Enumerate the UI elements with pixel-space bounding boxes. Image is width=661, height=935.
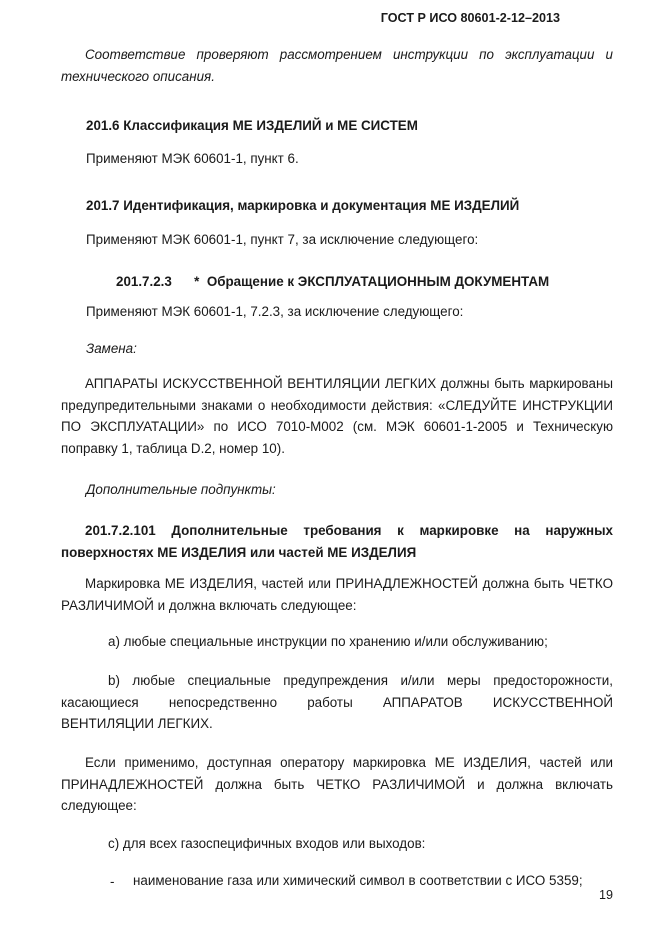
paragraph-line: Если применимо, доступная оператору маркировка МЕ ИЗДЕЛИЯ, частей или (85, 755, 613, 770)
paragraph-operator-marking (61, 752, 613, 817)
paragraph-ventilator-marking (61, 373, 613, 459)
paragraph-line: следующее: (61, 798, 137, 813)
dash-bullet: - (110, 874, 115, 889)
paragraph-line: ПРИНАДЛЕЖНОСТЕЙ должна быть ЧЕТКО РАЗЛИЧИМОЙ и должна включать (61, 776, 613, 792)
paragraph-line: ПО ЭКСПЛУАТАЦИИ» по ИСО 7010-М002 (см. МЭК 60601-1-2005 и Техническую (61, 419, 613, 434)
dash-item-text: наименование газа или химический символ в соответствии с ИСО 5359; (133, 873, 583, 888)
section-heading-201-7-2-3: 201.7.2.3 * Обращение к ЭКСПЛУАТАЦИОННЫМ ДОКУМЕНТАМ (116, 274, 550, 289)
section-heading-201-7: 201.7 Идентификация, маркировка и документация МЕ ИЗДЕЛИЙ (86, 198, 520, 213)
page-number: 19 (598, 888, 613, 902)
paragraph-marking-requirements (61, 573, 613, 616)
section-heading-201-7-2-101 (61, 520, 613, 563)
paragraph-replacement-label: Замена: (86, 341, 137, 356)
document-header-id: ГОСТ Р ИСО 80601-2-12–2013 (380, 11, 560, 25)
section-heading-201-6: 201.6 Классификация МЕ ИЗДЕЛИЙ и МЕ СИСТЕМ (86, 118, 418, 133)
paragraph-line: Маркировка МЕ ИЗДЕЛИЯ, частей или ПРИНАДЛЕЖНОСТЕЙ должна быть ЧЕТКО (85, 576, 613, 591)
paragraph-compliance-check (61, 44, 613, 87)
paragraph-apply-6: Применяют МЭК 60601-1, пункт 6. (86, 151, 299, 166)
paragraph-line: АППАРАТЫ ИСКУССТВЕННОЙ ВЕНТИЛЯЦИИ ЛЕГКИХ должны быть маркированы (85, 376, 613, 391)
paragraph-additional-subclauses: Дополнительные подпункты: (86, 482, 276, 497)
paragraph-line: поправку 1, таблица D.2, номер 10). (61, 440, 285, 456)
paragraph-apply-7-2-3: Применяют МЭК 60601-1, 7.2.3, за исключение следующего: (86, 304, 464, 319)
list-item-line: касающиеся непосредственно работы АППАРАТОВ ИСКУССТВЕННОЙ (61, 694, 613, 710)
heading-line: поверхностях МЕ ИЗДЕЛИЯ или частей МЕ ИЗДЕЛИЯ (61, 544, 417, 560)
paragraph-apply-7: Применяют МЭК 60601-1, пункт 7, за исключение следующего: (86, 232, 479, 247)
paragraph-line: предупредительными знаками о необходимости действия: «СЛЕДУЙТЕ ИНСТРУКЦИИ (61, 397, 613, 413)
list-item-c: c) для всех газоспецифичных входов или выходов: (108, 836, 426, 851)
list-item-line: b) любые специальные предупреждения и/или меры предосторожности, (108, 673, 613, 688)
paragraph-line: технического описания. (61, 68, 215, 84)
list-item-b (61, 670, 613, 735)
list-item-a: a) любые специальные инструкции по хранению и/или обслуживанию; (108, 634, 548, 649)
list-item-line: ВЕНТИЛЯЦИИ ЛЕГКИХ. (61, 716, 213, 731)
paragraph-line: Соответствие проверяют рассмотрением инструкции по эксплуатации и (85, 47, 613, 62)
heading-line: 201.7.2.101 Дополнительные требования к маркировке на наружных (85, 523, 613, 538)
paragraph-line: РАЗЛИЧИМОЙ и должна включать следующее: (61, 597, 357, 613)
